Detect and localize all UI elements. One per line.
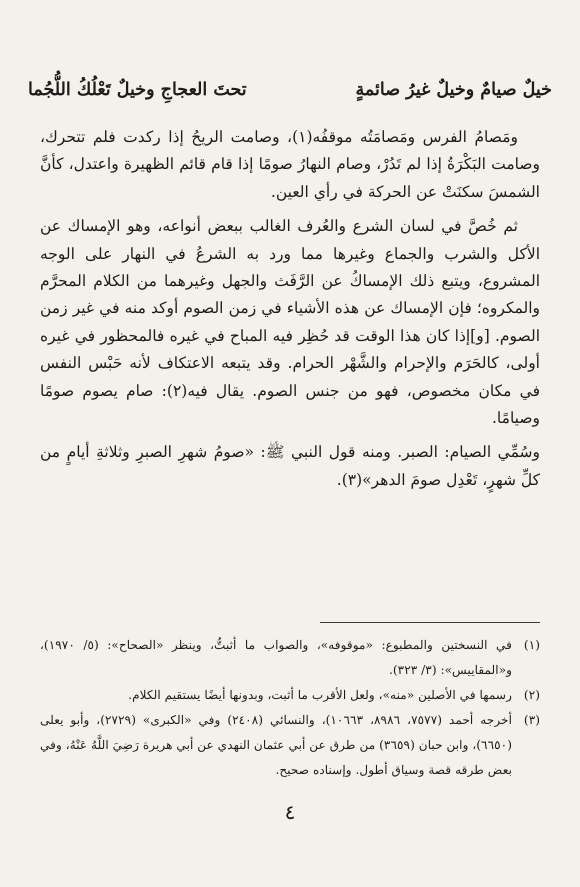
paragraph: وسُمِّي الصيام: الصبر. ومنه قول النبي ﷺ: «صومُ شهرِ الصبرِ وثلاثةِ أيامٍ من كلِّ شهرٍ، تَعْدِل صومَ الدهر»(٣). [40,443,540,489]
paragraph: ومَصامُ الفرس ومَصامَتُه موقفُه(١)، وصامت الريحُ إذا ركدت فلم تتحرك، وصامت البَكْرَةُ إذا لم تَدُرْ، وصام النهارُ صومًا إذا قام قائم الظهيرة واعتدل، كأنَّ الشمسَ سكنَتْ عن الحركة في رأي العين. [40,128,540,201]
main-text [40,124,540,501]
footnote-number: (٢) [523,688,540,702]
footnote-divider [320,622,540,623]
footnote-text: رسمها في الأصلين «منه»، ولعل الأقرب ما أثبت، وبدونها أيضًا يستقيم الكلام. [128,688,512,702]
footnote-text: أخرجه أحمد (٧٥٧٧، ٨٩٨٦، ١٠٦٦٣)، والنسائي (٢٤٠٨) وفي «الكبرى» (٢٧٢٩)، وأبو يعلى (٦٦٥٠)، وابن حبان (٣٦٥٩) من طرق عن أبي عثمان النهدي عن أبي هريرة رَضِيَ اللَّهُ عَنْهُ، وفي بعض طرقه قصة وسياق أطول. وإسناده صحيح. [40,713,512,777]
verse-hemistich-1: خيلٌ صيامٌ وخيلٌ غيرُ صائمةٍ [355,80,552,100]
footnote [40,633,540,683]
footnote [40,683,540,708]
footnote-number: (١) [523,638,540,652]
footnote-number: (٣) [523,713,540,727]
paragraph: ثم خُصَّ في لسان الشرع والعُرف الغالب ببعض أنواعه، وهو الإمساك عن الأكل والشرب والجماع وغيرها مما ورد به الشرعُ في النهار على الوجه المشروع، ويتبع ذلك الإمساكُ عن الرَّفَث والجهل وغيرهما من الكلام المحرَّم والمكروه؛ فإن الإمساك عن هذه الأشياء في زمن الصوم أوكد منه في غير زمن الصوم. [و]إذا كان هذا الوقت قد حُظِر فيه المباح في غيره فالمحظور في غيره أولى، كالحَرَم والإحرام والشَّهْر الحرام. وقد يتبعه الاعتكاف لأنه حَبْس النفس في مكان مخصوص، فهو من جنس الصوم. يقال فيه(٢): صام يصوم صومًا وصيامًا. [40,217,540,428]
poetry-verse [28,72,552,108]
footnote-text: في النسختين والمطبوع: «موقوفه»، والصواب ما أثبتُّ، وينظر «الصحاح»: (٥/ ١٩٧٠)، و«المقاييس»: (٣/ ٣٢٣). [40,638,512,677]
verse-hemistich-2: تحتَ العجاجِ وخيلٌ تَعْلُكُ اللُّجُما [28,80,247,100]
footnote [40,708,540,783]
footnotes [40,633,540,783]
page-number: ٤ [284,800,296,824]
